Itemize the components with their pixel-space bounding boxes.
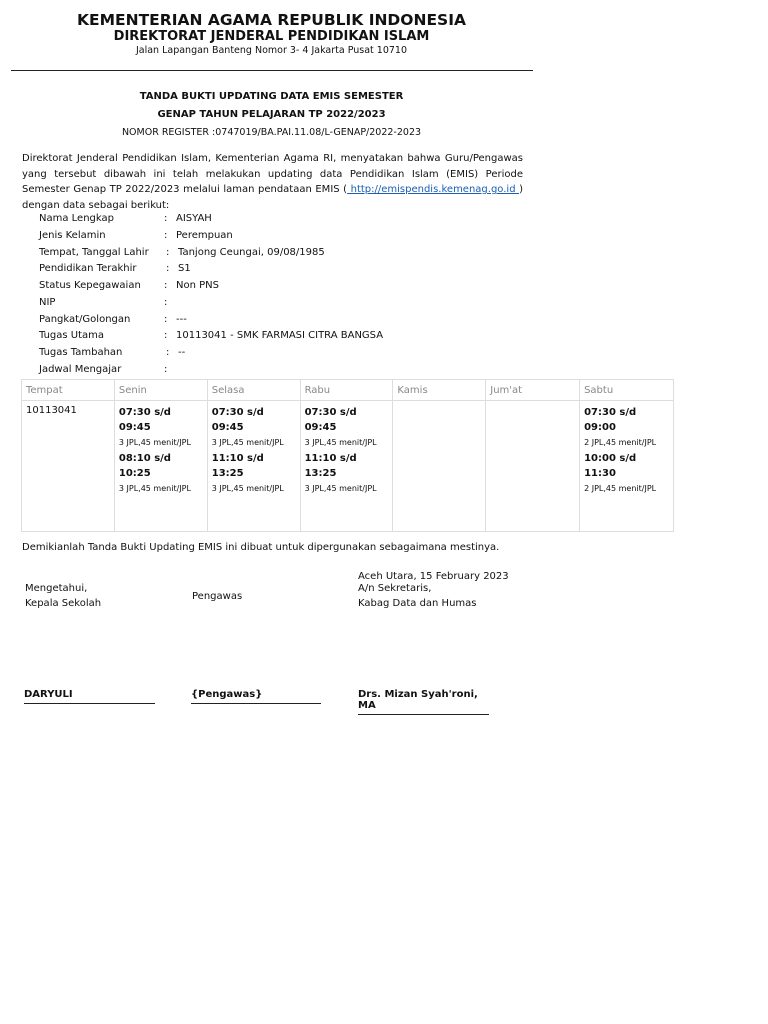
field-value-pangkat: --- — [176, 314, 187, 325]
slot-jpl: 3 JPL,45 menit/JPL — [304, 438, 377, 447]
field-value-tugas-utama: 10113041 - SMK FARMASI CITRA BANGSA — [176, 330, 384, 341]
cell-senin — [114, 401, 207, 532]
header-selasa: Selasa — [207, 380, 300, 401]
field-label-pangkat: Pangkat/Golongan — [39, 314, 131, 325]
teaching-schedule-table — [21, 379, 674, 532]
cell-jumat — [486, 401, 580, 532]
slot-time: 07:30 s/d 09:45 — [211, 407, 264, 433]
slot-time: 07:30 s/d 09:45 — [118, 407, 171, 433]
field-value-ttl: Tanjong Ceungai, 09/08/1985 — [178, 247, 325, 258]
header-sabtu: Sabtu — [580, 380, 674, 401]
slot-jpl: 2 JPL,45 menit/JPL — [584, 438, 657, 447]
field-value-status: Non PNS — [176, 280, 219, 291]
slot-jpl: 3 JPL,45 menit/JPL — [118, 438, 191, 447]
field-label-tugas-utama: Tugas Utama — [39, 330, 105, 341]
field-colon: : — [164, 280, 168, 291]
field-colon: : — [166, 247, 170, 258]
slot-jpl: 3 JPL,45 menit/JPL — [211, 483, 284, 493]
sig-left-line2: Kepala Sekolah — [25, 598, 102, 609]
sig-left-line1: Mengetahui, — [25, 583, 88, 594]
slot-jpl: 3 JPL,45 menit/JPL — [304, 483, 377, 493]
intro-paragraph — [22, 151, 523, 213]
field-label-jenis-kelamin: Jenis Kelamin — [39, 230, 106, 241]
field-value-tugas-tambahan: -- — [178, 347, 186, 358]
emis-link[interactable]: http://emispendis.kemenag.go.id — [347, 184, 520, 196]
sig-right-date: Aceh Utara, 15 February 2023 — [358, 571, 509, 582]
field-label-ttl: Tempat, Tanggal Lahir — [39, 247, 149, 258]
slot-jpl: 3 JPL,45 menit/JPL — [118, 483, 191, 493]
field-colon: : — [166, 347, 170, 358]
header-kamis: Kamis — [393, 380, 486, 401]
document-title-line2: GENAP TAHUN PELAJARAN TP 2022/2023 — [157, 109, 386, 120]
field-label-tugas-tambahan: Tugas Tambahan — [39, 347, 123, 358]
slot-jpl: 2 JPL,45 menit/JPL — [584, 483, 657, 493]
document-title-line1: TANDA BUKTI UPDATING DATA EMIS SEMESTER — [139, 91, 404, 102]
cell-sabtu — [580, 401, 674, 532]
slot-time: 11:10 s/d 13:25 — [304, 452, 357, 479]
sig-name-kabag: Drs. Mizan Syah'roni, MA — [358, 689, 489, 715]
header-divider — [11, 70, 533, 71]
cell-selasa — [207, 401, 300, 532]
header-rabu: Rabu — [300, 380, 393, 401]
field-colon: : — [164, 314, 168, 325]
ministry-title: KEMENTERIAN AGAMA REPUBLIK INDONESIA — [77, 11, 466, 29]
field-label-nip: NIP — [39, 297, 56, 308]
field-label-jadwal: Jadwal Mengajar — [39, 364, 122, 375]
slot-time: 07:30 s/d 09:45 — [304, 407, 357, 433]
cell-rabu — [300, 401, 393, 532]
intro-text-before-link: Direktorat Jenderal Pendidikan Islam, Kementerian Agama RI, menyatakan bahwa Guru/Pengawas yang tersebut dibawah ini telah melakukan updating data Pendidikan Islam (EMIS) Periode Semester Genap TP 2022/2023 melalui laman pendataan EMIS ( — [22, 153, 523, 196]
cell-kamis — [393, 401, 486, 532]
table-row — [22, 401, 674, 532]
field-colon: : — [164, 213, 168, 224]
slot-jpl: 3 JPL,45 menit/JPL — [211, 438, 284, 447]
slot-time: 08:10 s/d 10:25 — [118, 452, 171, 479]
field-colon: : — [164, 230, 168, 241]
cell-tempat — [22, 401, 115, 532]
slot-time: 07:30 s/d 09:00 — [584, 407, 637, 433]
field-value-jenis-kelamin: Perempuan — [176, 230, 233, 241]
intro-text-after-link: ) dengan data sebagai berikut: — [22, 184, 523, 211]
field-colon: : — [166, 263, 170, 274]
directorate-title: DIREKTORAT JENDERAL PENDIDIKAN ISLAM — [113, 29, 430, 44]
field-colon: : — [164, 364, 168, 375]
header-senin: Senin — [114, 380, 207, 401]
ministry-address: Jalan Lapangan Banteng Nomor 3- 4 Jakarta Pusat 10710 — [135, 45, 408, 56]
slot-time: 10:00 s/d 11:30 — [584, 452, 637, 479]
sig-right-line2: Kabag Data dan Humas — [358, 598, 477, 609]
slot-time: 11:10 s/d 13:25 — [211, 452, 264, 479]
header-jumat: Jum'at — [486, 380, 580, 401]
sig-name-kepala-sekolah: DARYULI — [24, 689, 155, 704]
place-code: 10113041 — [26, 405, 77, 416]
table-header-row — [22, 380, 674, 401]
field-colon: : — [164, 297, 168, 308]
sig-middle-line1: Pengawas — [192, 591, 243, 602]
sig-name-pengawas: {Pengawas} — [191, 689, 321, 704]
field-value-pendidikan: S1 — [178, 263, 191, 274]
sig-right-line1: A/n Sekretaris, — [358, 583, 432, 594]
register-number: NOMOR REGISTER :0747019/BA.PAI.11.08/L-GENAP/2022-2023 — [121, 127, 422, 138]
field-label-nama: Nama Lengkap — [39, 213, 114, 224]
field-colon: : — [164, 330, 168, 341]
field-value-nama: AISYAH — [176, 213, 212, 224]
field-label-status: Status Kepegawaian — [39, 280, 141, 291]
closing-statement: Demikianlah Tanda Bukti Updating EMIS ini dibuat untuk dipergunakan sebagaimana mestinya. — [22, 542, 500, 553]
header-tempat: Tempat — [22, 380, 115, 401]
field-label-pendidikan: Pendidikan Terakhir — [39, 263, 137, 274]
